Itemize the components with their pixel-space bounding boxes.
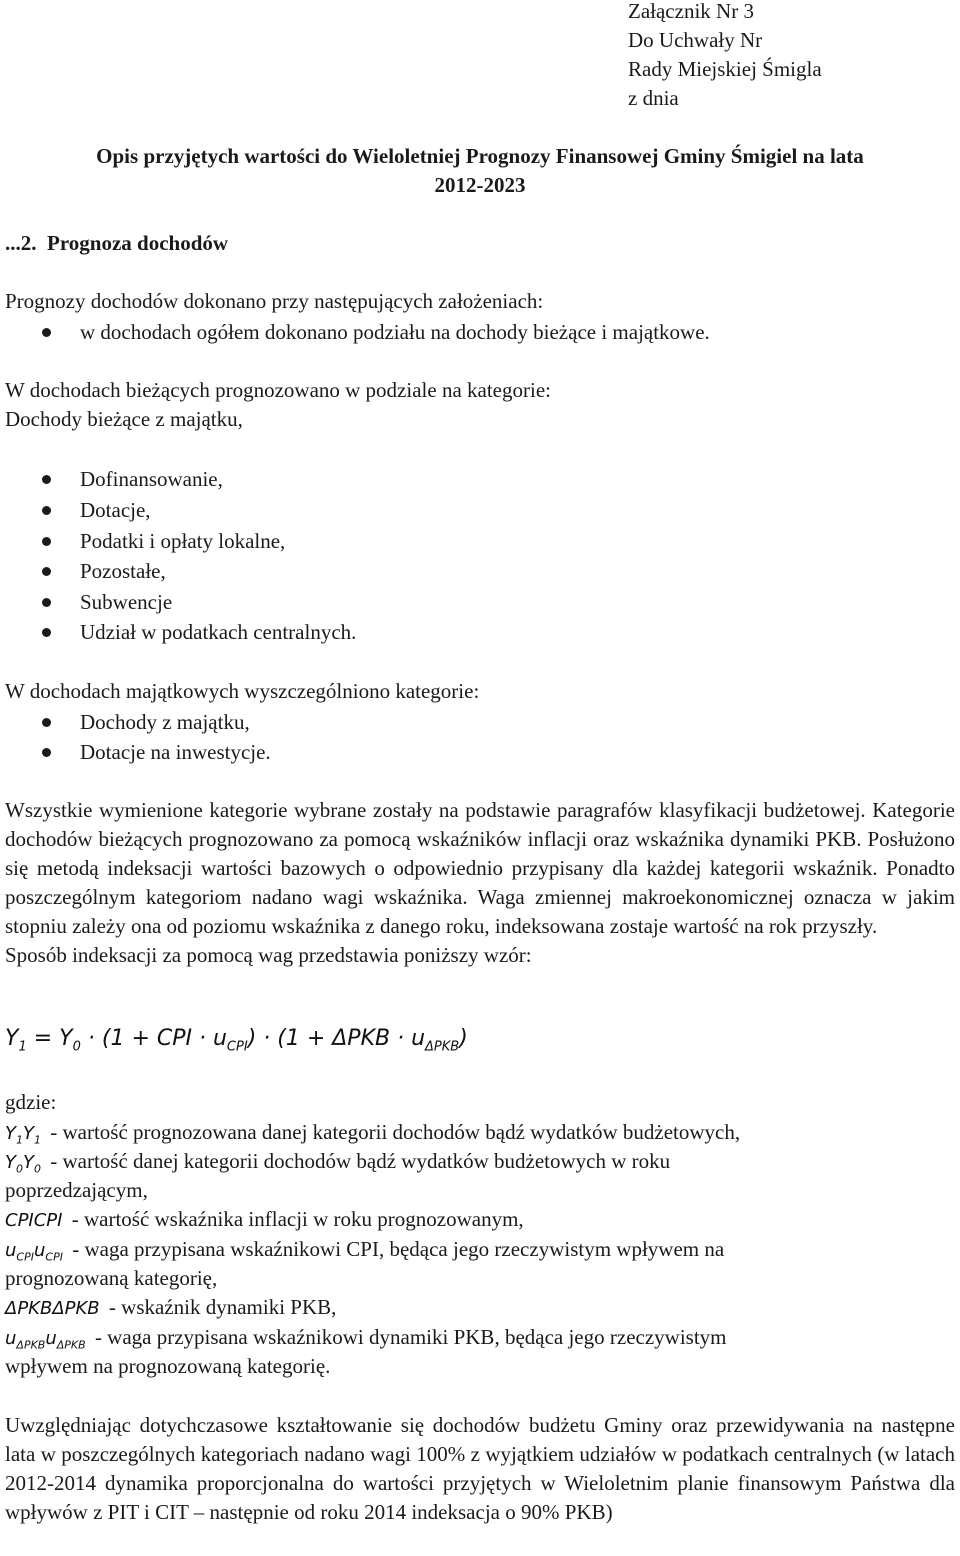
definition-continuation: poprzedzającym, bbox=[5, 1178, 148, 1202]
list-item bbox=[80, 557, 166, 586]
symbol-y1: $Y_1Y_1$ bbox=[5, 1123, 41, 1147]
current-revenue-intro: W dochodach bieżących prognozowano w podziale na kategorie: bbox=[5, 378, 551, 402]
bullet-icon bbox=[42, 598, 51, 607]
list-item bbox=[80, 465, 223, 494]
list-item bbox=[80, 588, 172, 617]
bullet-icon bbox=[42, 567, 51, 576]
formula-intro: Sposób indeksacji za pomocą wag przedstawia poniższy wzór: bbox=[5, 943, 532, 967]
section-heading: ...2. Prognoza dochodów bbox=[5, 231, 229, 255]
list-item-text: Udział w podatkach centralnych. bbox=[80, 620, 357, 644]
methodology-text: Wszystkie wymienione kategorie wybrane zostały na podstawie paragrafów klasyfikacji budżetowej. Kategorie dochodów bieżących prognozowano za pomocą wskaźników inflacji oraz wskaźnika dynamiki PKB. Posłużono się metodą indeksacji wartości bazowych o odpowiednio przypisany dla każdej kategorii wskaźnik. Ponadto poszczególnym kategoriom nadano wagi wskaźnika. Waga zmiennej makroekonomicznej oznacza w jakim stopniu zależy ona od poziomu wskaźnika z danego roku, indeksowana zostaje wartość na rok przyszły. bbox=[5, 798, 955, 938]
date-line: z dnia bbox=[628, 86, 679, 110]
formula-pkb-sub: ΔPKB bbox=[425, 1039, 460, 1055]
formula-part2: ) · (1 + ΔPKB · u bbox=[247, 1026, 426, 1051]
definition-item bbox=[5, 1205, 524, 1235]
council-name: Rady Miejskiej Śmigla bbox=[628, 57, 822, 81]
formula-part1: · (1 + CPI · u bbox=[80, 1026, 227, 1051]
bullet-icon bbox=[42, 748, 51, 757]
list-item-text: Podatki i opłaty lokalne, bbox=[80, 529, 286, 553]
bullet-icon bbox=[42, 628, 51, 637]
formula-part3: ) bbox=[459, 1026, 468, 1051]
bullet-icon bbox=[42, 328, 51, 337]
list-item bbox=[80, 618, 356, 647]
bullet-icon bbox=[42, 537, 51, 546]
title-line-2: 2012-2023 bbox=[434, 173, 526, 197]
definition-item bbox=[5, 1293, 336, 1323]
formula-eq: = bbox=[26, 1026, 60, 1051]
definition-text: - wskaźnik dynamiki PKB, bbox=[103, 1295, 337, 1319]
symbol-cpi: CPICPI bbox=[5, 1210, 63, 1231]
list-item-text: Pozostałe, bbox=[80, 559, 166, 583]
document-title bbox=[0, 142, 960, 200]
symbol-u-pkb: $u_{\Delta PKB}u_{\Delta PKB}$ bbox=[5, 1328, 86, 1352]
definition-continuation: prognozowaną kategorię, bbox=[5, 1266, 218, 1290]
list-item bbox=[80, 527, 285, 556]
definition-text: - wartość wskaźnika inflacji w roku prognozowanym, bbox=[66, 1207, 524, 1231]
definition-continuation: wpływem na prognozowaną kategorię. bbox=[5, 1354, 331, 1378]
symbol-u-cpi: $u_{CPI}u_{CPI}$ bbox=[5, 1240, 63, 1264]
definition-text: - waga przypisana wskaźnikowi dynamiki PKB, będąca jego rzeczywistym bbox=[89, 1325, 727, 1349]
bullet-icon bbox=[42, 506, 51, 515]
definition-text: - wartość prognozowana danej kategorii dochodów bądź wydatków budżetowych, bbox=[45, 1120, 741, 1144]
symbol-y0: $Y_0Y_0$ bbox=[5, 1152, 41, 1176]
list-item-text: w dochodach ogółem dokonano podziału na dochody bieżące i majątkowe. bbox=[80, 320, 710, 344]
list-item-text: Dofinansowanie, bbox=[80, 467, 223, 491]
indexation-formula bbox=[5, 1024, 468, 1061]
weights-text: Uwzględniając dotychczasowe kształtowanie się dochodów budżetu Gminy oraz przewidywania na następne lata w poszczególnych kategoriach nadano wagi 100% z wyjątkiem udziałów w podatkach centralnych (w latach 2012-2014 dynamika proporcjonalna do wartości przyjętych w Wieloletnim planie finansowym Państwa dla wpływów z PIT i CIT – następnie od roku 2014 indeksacja o 90% PKB) bbox=[5, 1413, 955, 1524]
list-item-text: Dotacje na inwestycje. bbox=[80, 740, 271, 764]
intro-text: Prognozy dochodów dokonano przy następujących założeniach: bbox=[5, 289, 544, 313]
definition-text: - wartość danej kategorii dochodów bądź wydatków budżetowych w roku bbox=[45, 1149, 671, 1173]
capital-revenue-intro: W dochodach majątkowych wyszczególniono kategorie: bbox=[5, 679, 480, 703]
symbol-delta-pkb: ΔPKBΔPKB bbox=[5, 1298, 100, 1319]
where-label: gdzie: bbox=[5, 1090, 57, 1114]
list-item-text: Subwencje bbox=[80, 590, 173, 614]
bullet-icon bbox=[42, 718, 51, 727]
title-line-1: Opis przyjętych wartości do Wieloletniej Prognozy Finansowej Gminy Śmigiel na lata bbox=[96, 144, 864, 168]
formula-y1-sub: 1 bbox=[18, 1039, 27, 1055]
attachment-header bbox=[628, 0, 822, 113]
list-item-text: Dochody z majątku, bbox=[80, 710, 250, 734]
list-item bbox=[80, 318, 710, 347]
current-revenue-first: Dochody bieżące z majątku, bbox=[5, 407, 243, 431]
list-item bbox=[80, 738, 271, 767]
formula-y1: Y bbox=[5, 1026, 19, 1051]
formula-y0-sub: 0 bbox=[72, 1039, 81, 1055]
list-item bbox=[80, 496, 151, 525]
formula-y0: Y bbox=[59, 1026, 73, 1051]
bullet-icon bbox=[42, 475, 51, 484]
list-item-text: Dotacje, bbox=[80, 498, 151, 522]
definition-text: - waga przypisana wskaźnikowi CPI, będąca jego rzeczywistym wpływem na bbox=[66, 1237, 725, 1261]
weights-paragraph bbox=[5, 1411, 955, 1527]
resolution-ref: Do Uchwały Nr bbox=[628, 28, 763, 52]
list-item bbox=[80, 708, 250, 737]
formula-cpi-sub: CPI bbox=[226, 1039, 248, 1055]
methodology-paragraph bbox=[5, 796, 955, 970]
attachment-number: Załącznik Nr 3 bbox=[628, 0, 754, 23]
